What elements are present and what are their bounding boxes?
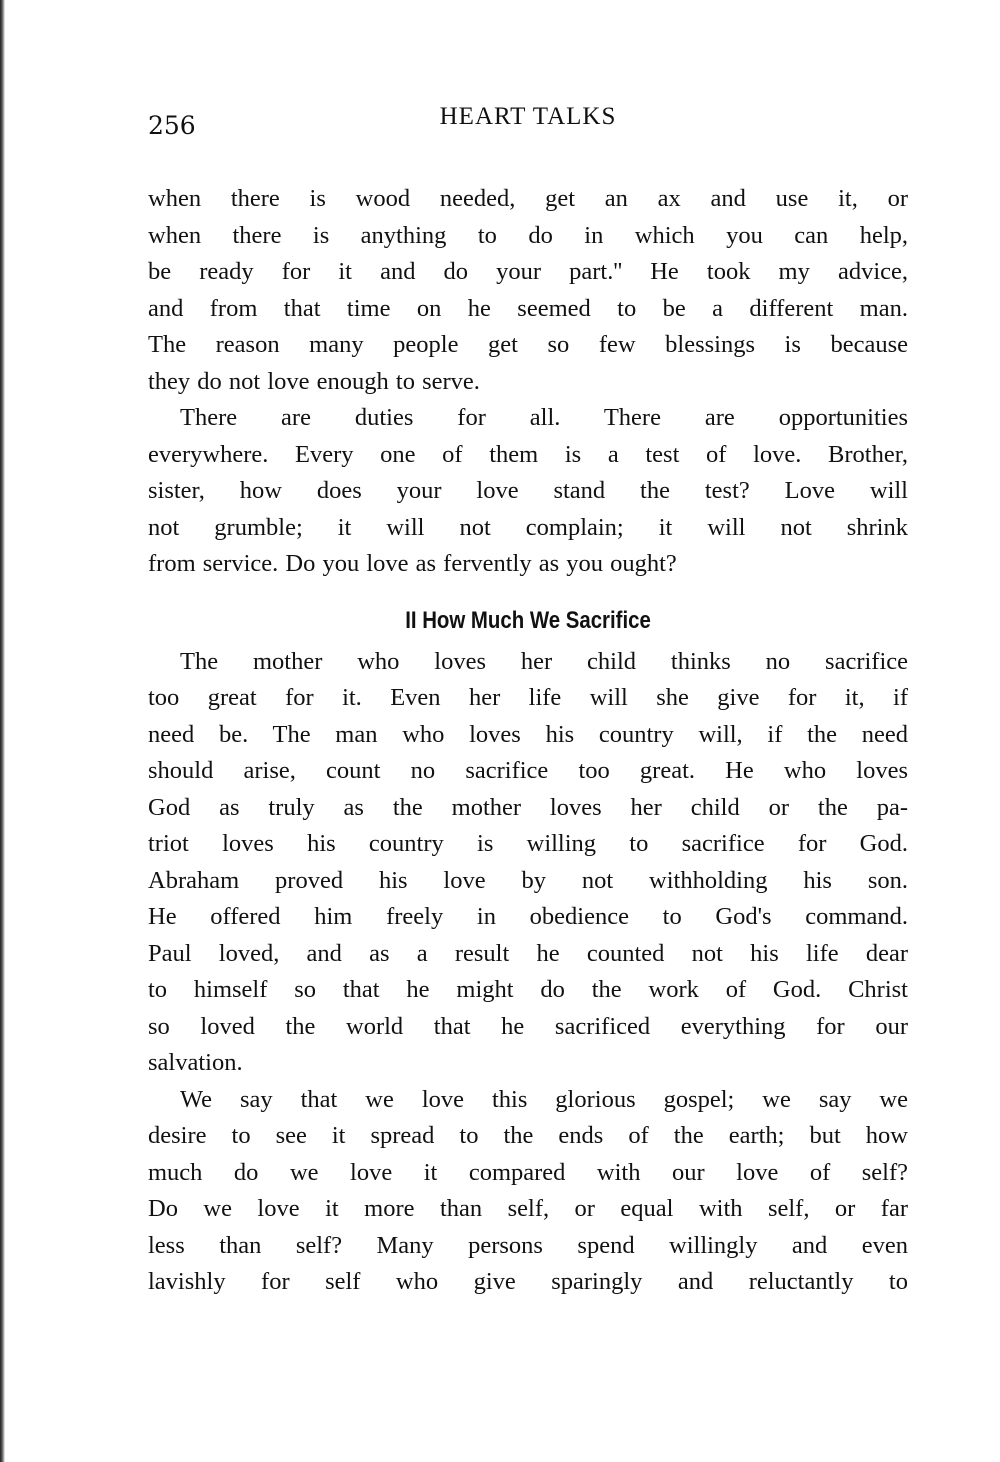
text-line: triot loves his country is willing to sacrifice for God. xyxy=(148,830,908,857)
text-line: less than self? Many persons spend willingly and even xyxy=(148,1231,908,1259)
text-line: be ready for it and do your part.'' He took my advice, xyxy=(148,258,908,285)
text-line: lavishly for self who give sparingly and reluctantly to xyxy=(148,1268,908,1295)
text-line: There are duties for all. There are opportunities xyxy=(180,404,908,431)
text-line: sister, how does your love stand the test? Love will xyxy=(148,477,908,504)
text-line: Do we love it more than self, or equal with self, or far xyxy=(148,1195,908,1222)
text-line: when there is anything to do in which you can help, xyxy=(148,221,908,249)
text-line: should arise, count no sacrifice too great. He who loves xyxy=(148,757,908,784)
scan-edge xyxy=(0,0,5,1462)
text-line: We say that we love this glorious gospel; we say we xyxy=(180,1085,908,1113)
paragraph xyxy=(148,644,908,1082)
text-line: much do we love it compared with our love of self? xyxy=(148,1158,908,1186)
paragraph xyxy=(148,181,908,400)
text-line: desire to see it spread to the ends of the earth; but how xyxy=(148,1122,908,1149)
section-before-heading xyxy=(148,181,908,583)
text-line: they do not love enough to serve. xyxy=(148,367,480,395)
running-head: HEART TALKS xyxy=(439,103,617,130)
paragraph xyxy=(148,400,908,583)
text-line: God as truly as the mother loves her child or the pa- xyxy=(148,793,908,821)
text-line: everywhere. Every one of them is a test of love. Brother, xyxy=(148,440,908,468)
text-line: The mother who loves her child thinks no sacrifice xyxy=(180,647,908,675)
text-line: Abraham proved his love by not withholding his son. xyxy=(148,866,908,894)
page-body xyxy=(148,181,908,1301)
section-after-heading xyxy=(148,644,908,1301)
text-line: Paul loved, and as a result he counted not his life dear xyxy=(148,939,908,967)
text-line: so loved the world that he sacrificed everything for our xyxy=(148,1012,908,1040)
text-line: too great for it. Even her life will she give for it, if xyxy=(148,684,908,711)
paragraph xyxy=(148,1082,908,1301)
text-line: The reason many people get so few blessings is because xyxy=(148,331,908,358)
text-line: when there is wood needed, get an ax and use it, or xyxy=(148,185,908,212)
page-header xyxy=(148,103,908,143)
text-line: and from that time on he seemed to be a different man. xyxy=(148,294,908,322)
text-line: not grumble; it will not complain; it will not shrink xyxy=(148,513,908,541)
text-line: salvation. xyxy=(148,1049,243,1076)
text-line: He offered him freely in obedience to God's command. xyxy=(148,903,908,930)
text-line: to himself so that he might do the work of God. Christ xyxy=(148,976,908,1003)
text-line: from service. Do you love as fervently as you ought? xyxy=(148,550,677,577)
text-line: need be. The man who loves his country will, if the need xyxy=(148,720,908,748)
section-heading: II How Much We Sacrifice xyxy=(405,606,651,634)
page-number: 256 xyxy=(148,111,196,140)
